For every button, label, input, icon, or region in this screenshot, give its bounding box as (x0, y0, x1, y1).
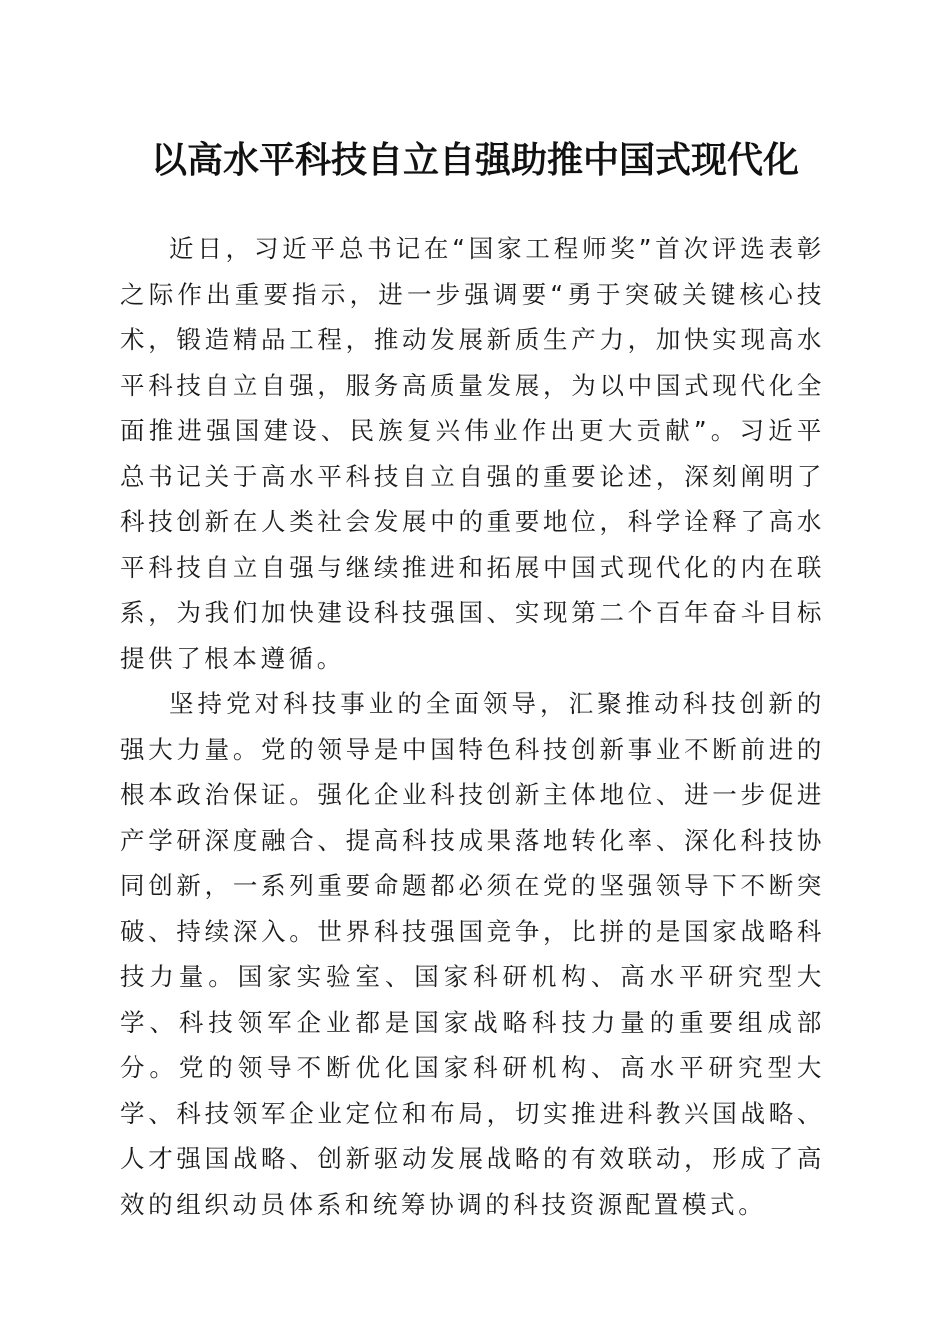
paragraph-2: 坚持党对科技事业的全面领导，汇聚推动科技创新的强大力量。党的领导是中国特色科技创新事业不断前进的根本政治保证。强化企业科技创新主体地位、进一步促进产学研深度融合、提高科技成果落地转化率、深化科技协同创新，一系列重要命题都必须在党的坚强领导下不断突破、持续深入。世界科技强国竞争，比拼的是国家战略科技力量。国家实验室、国家科研机构、高水平研究型大学、科技领军企业都是国家战略科技力量的重要组成部分。党的领导不断优化国家科研机构、高水平研究型大学、科技领军企业定位和布局，切实推进科教兴国战略、人才强国战略、创新驱动发展战略的有效联动，形成了高效的组织动员体系和统筹协调的科技资源配置模式。 (120, 689, 825, 1219)
document-title: 以高水平科技自立自强助推中国式现代化 (150, 139, 799, 181)
document-body (120, 226, 825, 1227)
paragraph-1: 近日，习近平总书记在“国家工程师奖”首次评选表彰之际作出重要指示，进一步强调要“勇于突破关键核心技术，锻造精品工程，推动发展新质生产力，加快实现高水平科技自立自强，服务高质量发展，为以中国式现代化全面推进强国建设、民族复兴伟业作出更大贡献”。习近平总书记关于高水平科技自立自强的重要论述，深刻阐明了科技创新在人类社会发展中的重要地位，科学诠释了高水平科技自立自强与继续推进和拓展中国式现代化的内在联系，为我们加快建设科技强国、实现第二个百年奋斗目标提供了根本遵循。 (120, 234, 825, 673)
